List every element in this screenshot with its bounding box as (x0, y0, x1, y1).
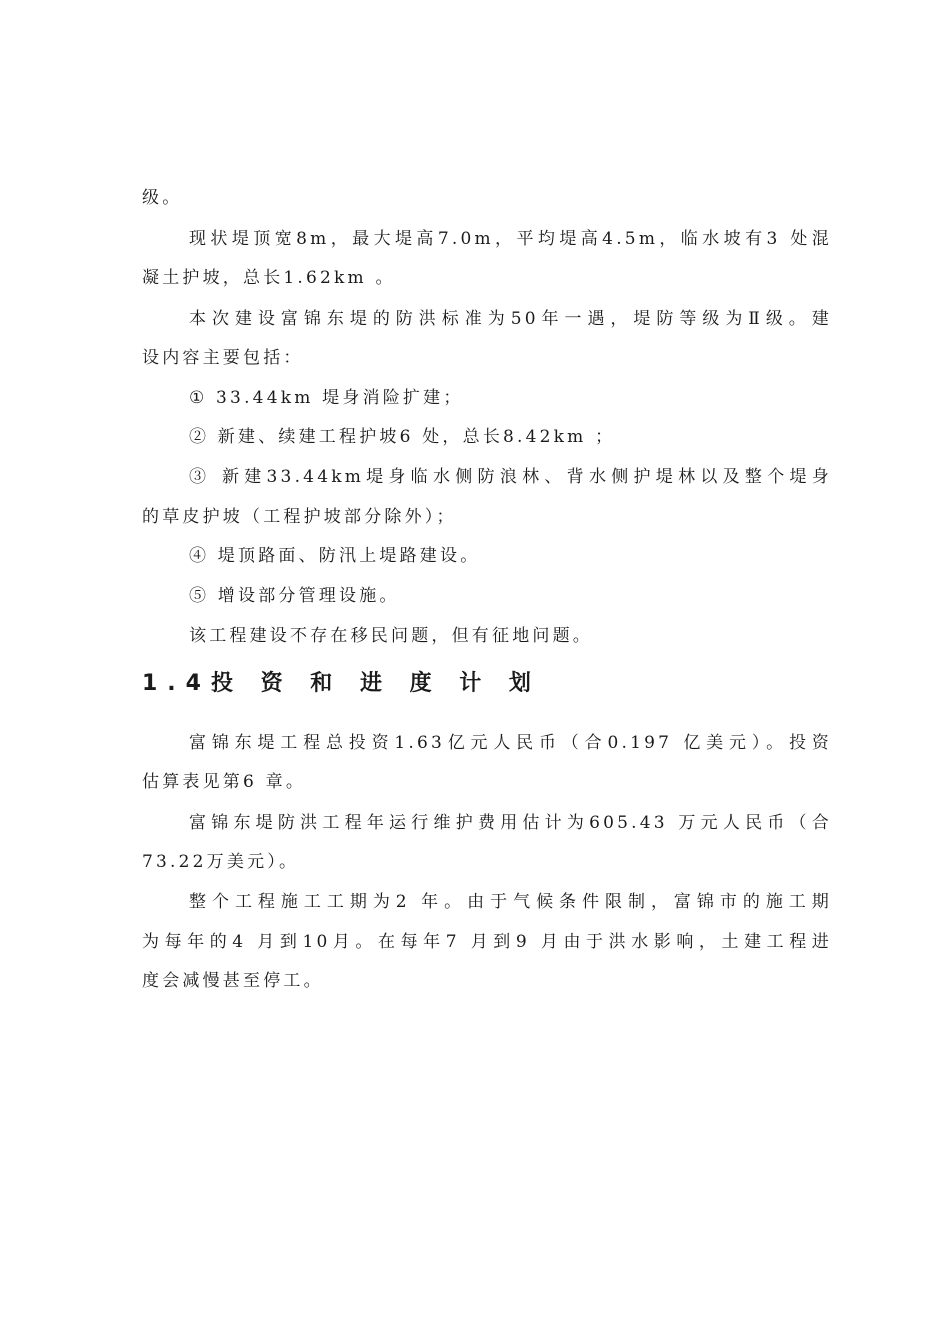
text-line: 本次建设富锦东堤的防洪标准为50年一遇，堤防等级为Ⅱ级。建 (189, 309, 832, 329)
text-line: 估算表见第6 章。 (142, 772, 307, 792)
text-line: 73.22万美元）。 (142, 852, 300, 872)
text-line: 的草皮护坡（工程护坡部分除外）； (142, 507, 457, 527)
text-line: 整个工程施工工期为2 年。由于气候条件限制，富锦市的施工期 (189, 892, 832, 912)
list-item: ⑤ 增设部分管理设施。 (189, 586, 400, 606)
text-line: 级。 (142, 188, 183, 208)
text-line: 现状堤顶宽8m，最大堤高7.0m，平均堤高4.5m，临水坡有3 处混 (189, 229, 832, 249)
text-line: 设内容主要包括： (142, 348, 304, 368)
text-line: 凝土护坡，总长1.62km 。 (142, 268, 396, 288)
text-line: 富锦东堤防洪工程年运行维护费用估计为605.43 万元人民币（合 (189, 813, 832, 833)
text-line: 该工程建设不存在移民问题，但有征地问题。 (189, 626, 593, 646)
text-line: 富锦东堤工程总投资1.63亿元人民币（合0.197 亿美元）。投资 (189, 733, 832, 753)
text-line: 度会减慢甚至停工。 (142, 971, 324, 991)
text-line: 为每年的4 月到10月。在每年7 月到9 月由于洪水影响，土建工程进 (142, 932, 832, 952)
list-item: ① 33.44km 堤身消险扩建； (189, 388, 464, 408)
section-heading: 1.4投 资 和 进 度 计 划 (142, 671, 541, 696)
list-item: ② 新建、续建工程护坡6 处，总长8.42km ； (189, 427, 616, 447)
list-item: ④ 堤顶路面、防汛上堤路建设。 (189, 546, 481, 566)
list-item: ③ 新建33.44km堤身临水侧防浪林、背水侧护堤林以及整个堤身 (189, 467, 832, 487)
